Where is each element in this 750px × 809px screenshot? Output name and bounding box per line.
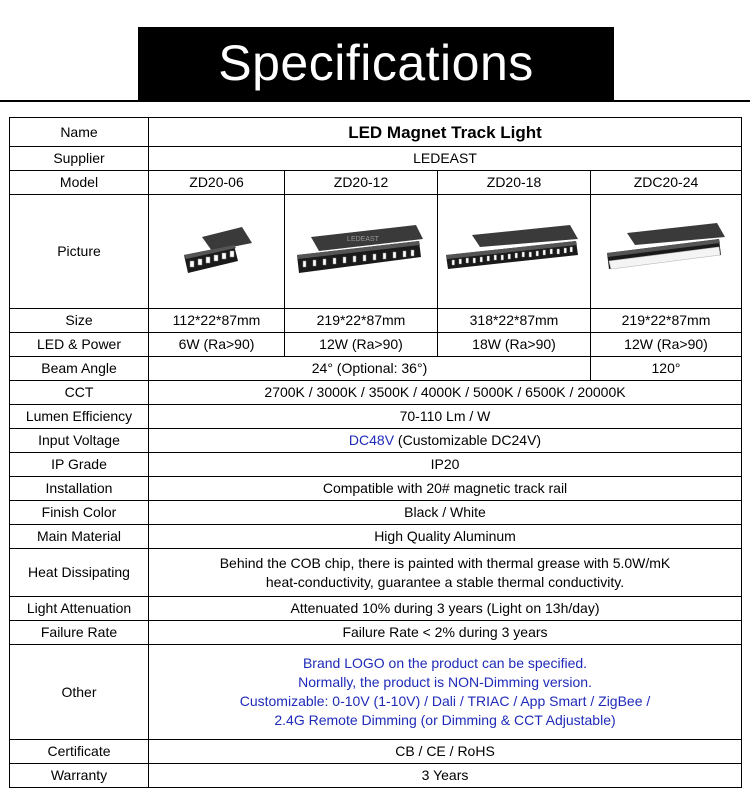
supplier-value: LEDEAST <box>149 147 742 171</box>
other-line: Normally, the product is NON-Dimming version. <box>298 674 592 690</box>
other-line: 2.4G Remote Dimming (or Dimming & CCT Adjustable) <box>274 712 616 728</box>
row-failure <box>10 621 742 645</box>
row-lumen <box>10 405 742 429</box>
size-cell: 318*22*87mm <box>438 309 591 333</box>
picture-cell <box>591 195 742 309</box>
row-label: Input Voltage <box>10 429 149 453</box>
row-size <box>10 309 742 333</box>
model-cell: ZD20-12 <box>285 171 438 195</box>
page-title: Specifications <box>218 35 534 91</box>
row-ip-grade <box>10 453 742 477</box>
model-cell: ZDC20-24 <box>591 171 742 195</box>
row-label: Other <box>10 645 149 740</box>
lamp-18-cell-image <box>442 217 586 287</box>
beam-angle-value-last: 120° <box>591 357 742 381</box>
size-cell: 219*22*87mm <box>591 309 742 333</box>
power-cell: 18W (Ra>90) <box>438 333 591 357</box>
heat-line: heat-conductivity, guarantee a stable thermal conductivity. <box>265 573 625 590</box>
picture-cell <box>285 195 438 309</box>
installation-value: Compatible with 20# magnetic track rail <box>149 477 742 501</box>
row-label: Size <box>10 309 149 333</box>
other-value <box>149 645 742 740</box>
row-cct <box>10 381 742 405</box>
divider <box>0 100 750 102</box>
input-voltage-value <box>149 429 742 453</box>
other-line: Brand LOGO on the product can be specified. <box>302 655 588 671</box>
warranty-value: 3 Years <box>149 764 742 788</box>
logo-mark: LEDEAST <box>347 235 379 243</box>
finish-color-value: Black / White <box>149 501 742 525</box>
lamp-linear-diffuser-image <box>601 217 731 287</box>
row-picture <box>10 195 742 309</box>
picture-cell <box>149 195 285 309</box>
power-cell: 12W (Ra>90) <box>591 333 742 357</box>
row-warranty <box>10 764 742 788</box>
row-label: Finish Color <box>10 501 149 525</box>
model-cell: ZD20-06 <box>149 171 285 195</box>
heat-value <box>149 549 742 597</box>
lamp-6-cell-image <box>172 217 262 287</box>
row-attenuation <box>10 597 742 621</box>
row-label: CCT <box>10 381 149 405</box>
row-label: Warranty <box>10 764 149 788</box>
row-label: Heat Dissipating <box>10 549 149 597</box>
model-cell: ZD20-18 <box>438 171 591 195</box>
voltage-highlight: DC48V <box>348 432 395 448</box>
row-name <box>10 118 742 147</box>
row-label: LED & Power <box>10 333 149 357</box>
row-beam-angle <box>10 357 742 381</box>
lumen-value: 70-110 Lm / W <box>149 405 742 429</box>
title-banner <box>138 27 614 100</box>
row-led-power <box>10 333 742 357</box>
row-label: Beam Angle <box>10 357 149 381</box>
row-label: Lumen Efficiency <box>10 405 149 429</box>
row-label: Picture <box>10 195 149 309</box>
voltage-rest: (Customizable DC24V) <box>394 432 542 448</box>
failure-value: Failure Rate < 2% during 3 years <box>149 621 742 645</box>
ip-grade-value: IP20 <box>149 453 742 477</box>
row-label: Light Attenuation <box>10 597 149 621</box>
main-material-value: High Quality Aluminum <box>149 525 742 549</box>
lamp-12-cell-image <box>291 217 431 287</box>
row-label: Main Material <box>10 525 149 549</box>
row-main-material <box>10 525 742 549</box>
size-cell: 219*22*87mm <box>285 309 438 333</box>
row-label: Model <box>10 171 149 195</box>
row-supplier <box>10 147 742 171</box>
power-cell: 12W (Ra>90) <box>285 333 438 357</box>
row-label: Name <box>10 118 149 147</box>
certificate-value: CB / CE / RoHS <box>149 740 742 764</box>
row-label: Installation <box>10 477 149 501</box>
spec-table <box>9 117 742 788</box>
row-input-voltage <box>10 429 742 453</box>
row-label: Failure Rate <box>10 621 149 645</box>
product-name: LED Magnet Track Light <box>149 118 742 147</box>
row-model <box>10 171 742 195</box>
row-certificate <box>10 740 742 764</box>
row-label: Supplier <box>10 147 149 171</box>
row-heat <box>10 549 742 597</box>
cct-value: 2700K / 3000K / 3500K / 4000K / 5000K / 6500K / 20000K <box>149 381 742 405</box>
size-cell: 112*22*87mm <box>149 309 285 333</box>
row-finish-color <box>10 501 742 525</box>
picture-cell <box>438 195 591 309</box>
attenuation-value: Attenuated 10% during 3 years (Light on 13h/day) <box>149 597 742 621</box>
row-label: Certificate <box>10 740 149 764</box>
beam-angle-value: 24° (Optional: 36°) <box>149 357 591 381</box>
row-label: IP Grade <box>10 453 149 477</box>
row-installation <box>10 477 742 501</box>
other-line: Customizable: 0-10V (1-10V) / Dali / TRIAC / App Smart / ZigBee / <box>239 693 651 709</box>
power-cell: 6W (Ra>90) <box>149 333 285 357</box>
heat-line: Behind the COB chip, there is painted with thermal grease with 5.0W/mK <box>219 554 671 571</box>
row-other <box>10 645 742 740</box>
